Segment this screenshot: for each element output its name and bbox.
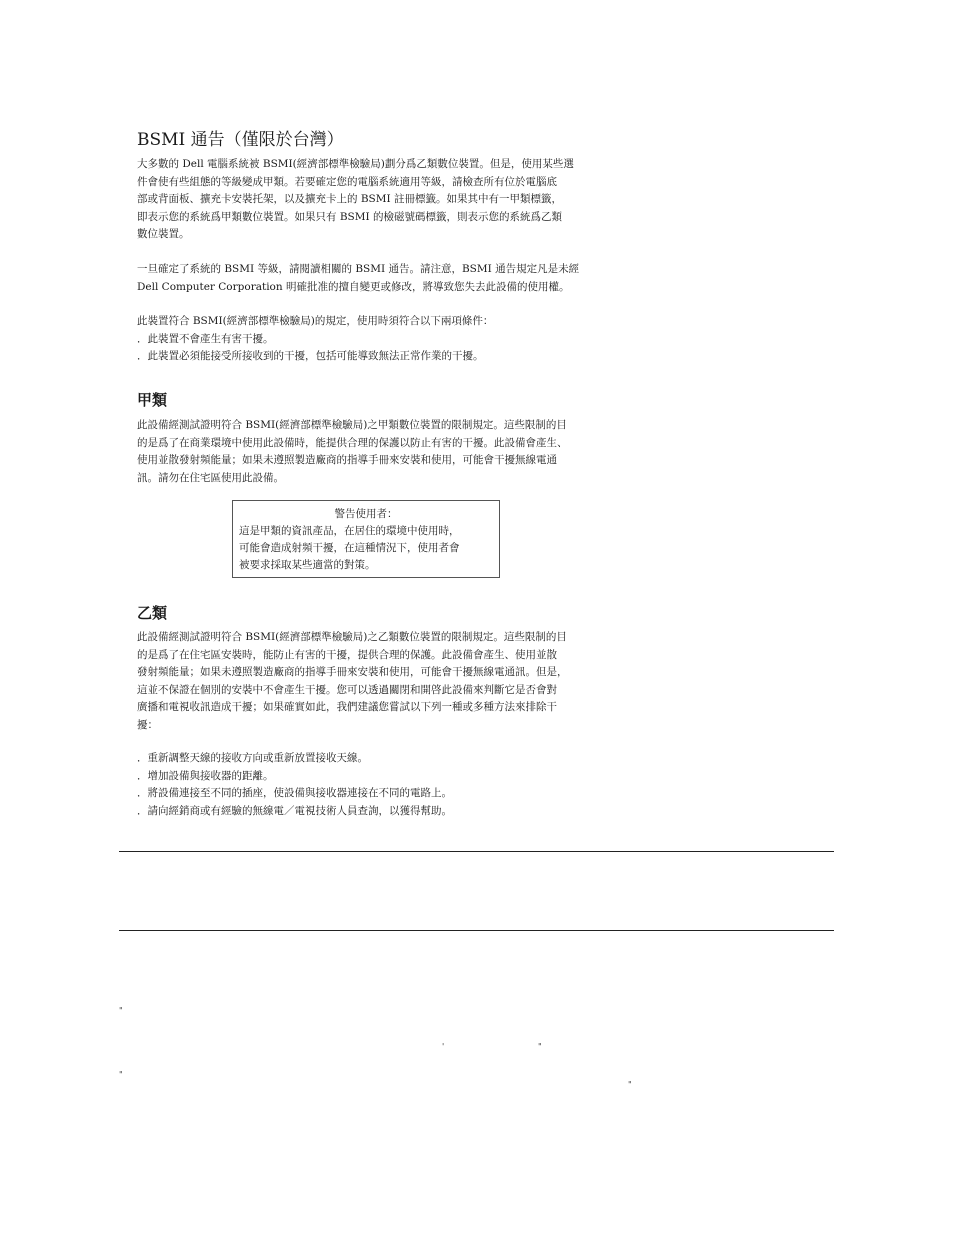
list-item: ．請向經銷商或有經驗的無線電／電視技術人員查詢，以獲得幫助。 <box>137 804 452 817</box>
class-b-heading: 乙類 <box>137 604 168 622</box>
text-line: 大多數的 Dell 電腦系統被 BSMI(經濟部標準檢驗局)劃分爲乙類數位裝置。但是，使用某些選 <box>137 158 574 170</box>
text-line: ．此裝置必須能接受所接收到的干擾，包括可能導致無法正常作業的干擾。 <box>137 350 484 362</box>
text-line: 的是爲了在商業環境中使用此設備時，能提供合理的保護以防止有害的干擾。此設備會產生、 <box>137 436 568 449</box>
warning-line: 可能會造成射頻干擾，在這種情況下，使用者會 <box>239 542 460 554</box>
intro-paragraph-2 <box>137 261 607 296</box>
text-line: 使用並散發射頻能量；如果未遵照製造廠商的指導手冊來安裝和使用，可能會干擾無線電通 <box>137 454 557 466</box>
stray-quote-mark: " <box>119 1006 123 1015</box>
warning-line: 這是甲類的資訊產品，在居住的環境中使用時， <box>239 525 460 537</box>
stray-quote-mark: " <box>119 1070 123 1079</box>
text-line: 即表示您的系統爲甲類數位裝置。如果只有 BSMI 的檢磁號碼標籤，則表示您的系統爲乙類 <box>137 210 562 223</box>
text-line: 此設備經測試證明符合 BSMI(經濟部標準檢驗局)之甲類數位裝置的限制規定。這些限制的目 <box>137 419 567 431</box>
text-line: 件會使有些組態的等級變成甲類。若要確定您的電腦系統適用等級，請檢查所有位於電腦底 <box>137 175 557 188</box>
text-line: 部或背面板、擴充卡安裝托架，以及擴充卡上的 BSMI 註冊標籤。如果其中有一甲類標籤， <box>137 193 562 205</box>
text-line: 一旦確定了系統的 BSMI 等級，請閱讀相關的 BSMI 通告。請注意，BSMI 通告規定凡是未經 <box>137 263 580 275</box>
text-line: 廣播和電視收訊造成干擾；如果確實如此，我們建議您嘗試以下列一種或多種方法來排除干 <box>137 701 557 713</box>
warning-line: 被要求採取某些適當的對策。 <box>239 559 376 571</box>
text-line: 此裝置符合 BSMI(經濟部標準檢驗局)的規定，使用時須符合以下兩項條件： <box>137 315 494 327</box>
text-line: 訊。請勿在住宅區使用此設備。 <box>137 471 284 484</box>
text-line: Dell Computer Corporation 明確批准的擅自變更或修改，將導致您失去此設備的使用權。 <box>137 280 570 293</box>
list-item: ．重新調整天線的接收方向或重新放置接收天線。 <box>137 752 368 764</box>
text-line: 的是爲了在住宅區安裝時，能防止有害的干擾，提供合理的保護。此設備會產生、使用並散 <box>137 648 557 661</box>
list-item: ．將設備連接至不同的插座，使設備與接收器連接在不同的電路上。 <box>137 787 452 799</box>
stray-quote-mark: " <box>628 1080 632 1089</box>
class-b-remedies-list <box>137 750 607 820</box>
text-line: 這並不保證在個別的安裝中不會產生干擾。您可以透過關閉和開啓此設備來判斷它是否會對 <box>137 683 557 696</box>
intro-paragraph-1 <box>137 156 607 244</box>
horizontal-rule-bottom <box>119 930 834 931</box>
stray-apostrophe-mark: ' <box>442 1042 445 1051</box>
warning-box <box>232 500 500 578</box>
class-a-paragraph <box>137 417 607 487</box>
text-line: 此設備經測試證明符合 BSMI(經濟部標準檢驗局)之乙類數位裝置的限制規定。這些限制的目 <box>137 631 567 643</box>
warning-title: 警告使用者： <box>334 508 398 520</box>
text-line: 擾： <box>137 718 158 731</box>
class-a-heading: 甲類 <box>137 391 168 409</box>
horizontal-rule-top <box>119 851 834 852</box>
class-b-paragraph <box>137 629 607 734</box>
text-line: 數位裝置。 <box>137 228 190 240</box>
list-item: ．增加設備與接收器的距離。 <box>137 769 274 782</box>
stray-quote-mark: " <box>538 1042 542 1051</box>
page-title: BSMI 通告（僅限於台灣） <box>137 130 344 150</box>
intro-paragraph-3 <box>137 313 607 366</box>
text-line: ．此裝置不會產生有害干擾。 <box>137 332 274 345</box>
text-line: 發射頻能量；如果未遵照製造廠商的指導手冊來安裝和使用，可能會干擾無線電通訊。但是， <box>137 666 568 678</box>
